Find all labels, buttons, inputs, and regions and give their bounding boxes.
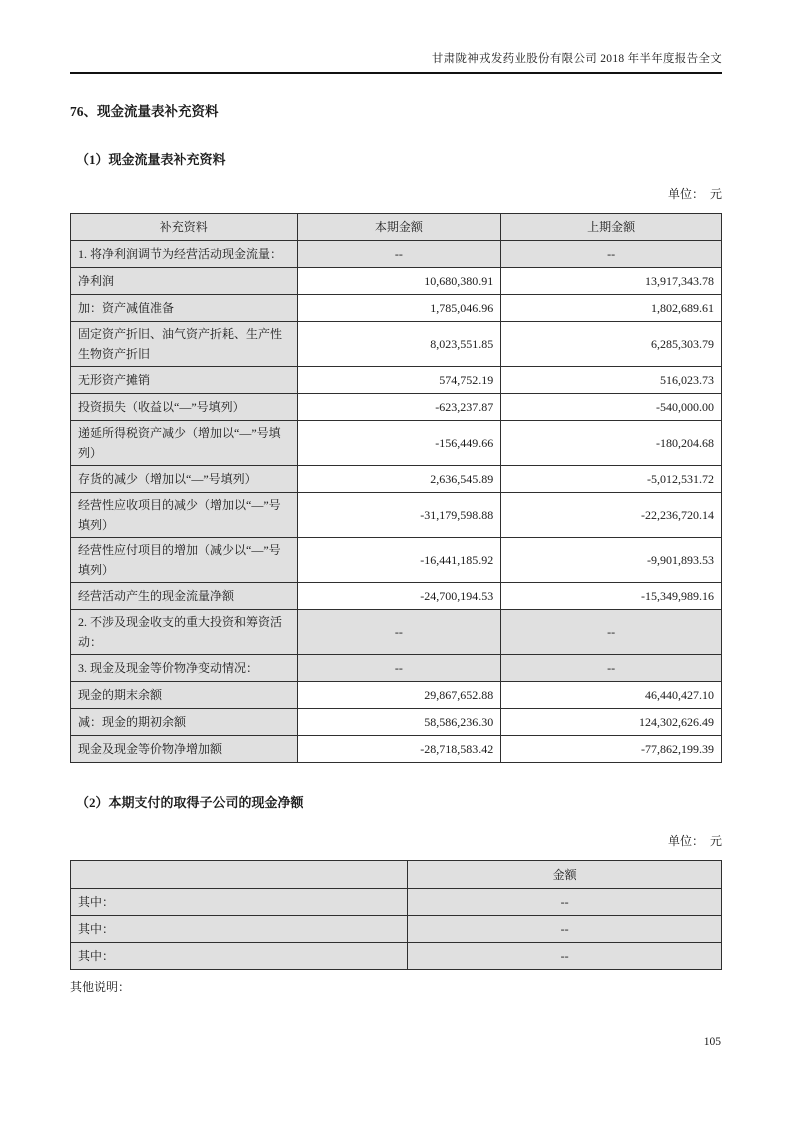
other-notes-label: 其他说明： — [70, 980, 131, 994]
current-period-value: 10,680,380.91 — [297, 268, 501, 295]
cash-flow-supplementary-table — [70, 213, 722, 763]
row-label: 投资损失（收益以“—”号填列） — [71, 394, 298, 421]
row-label: 递延所得税资产减少（增加以“—”号填列） — [71, 421, 298, 466]
prior-period-value: 6,285,303.79 — [501, 322, 722, 367]
row-label: 存货的减少（增加以“—”号填列） — [71, 466, 298, 493]
prior-period-value: -- — [501, 241, 722, 268]
table-row — [71, 367, 722, 394]
table-row — [71, 682, 722, 709]
current-period-value: 1,785,046.96 — [297, 295, 501, 322]
current-period-value: 574,752.19 — [297, 367, 501, 394]
subsidiary-table-body — [71, 889, 722, 970]
table-row — [71, 889, 722, 916]
header-current-amount: 本期金额 — [297, 214, 501, 241]
row-label: 加：资产减值准备 — [71, 295, 298, 322]
section-row — [71, 610, 722, 655]
table-header-row — [71, 861, 722, 889]
document-header-title: 甘肃陇神戎发药业股份有限公司 2018 年半年度报告全文 — [431, 53, 722, 65]
row-label: 其中： — [71, 916, 408, 943]
prior-period-value: -- — [501, 610, 722, 655]
table-row — [71, 394, 722, 421]
table-row — [71, 583, 722, 610]
unit-label-1: 单位： 元 — [667, 187, 722, 201]
page-content — [70, 0, 722, 995]
table-row — [71, 466, 722, 493]
table-row — [71, 268, 722, 295]
subsidiary-cash-table — [70, 860, 722, 970]
table-row — [71, 943, 722, 970]
row-label: 现金及现金等价物净增加额 — [71, 736, 298, 763]
section-row — [71, 655, 722, 682]
row-label: 3. 现金及现金等价物净变动情况： — [71, 655, 298, 682]
section-row — [71, 241, 722, 268]
table-row — [71, 493, 722, 538]
prior-period-value: 1,802,689.61 — [501, 295, 722, 322]
prior-period-value: -180,204.68 — [501, 421, 722, 466]
table-row — [71, 538, 722, 583]
current-period-value: 2,636,545.89 — [297, 466, 501, 493]
row-label: 无形资产摊销 — [71, 367, 298, 394]
header-prior-amount: 上期金额 — [501, 214, 722, 241]
current-period-value: -- — [297, 610, 501, 655]
current-period-value: -16,441,185.92 — [297, 538, 501, 583]
row-label: 净利润 — [71, 268, 298, 295]
row-label: 现金的期末余额 — [71, 682, 298, 709]
header-supplementary-info: 补充资料 — [71, 214, 298, 241]
header-blank — [71, 861, 408, 889]
current-period-value: -156,449.66 — [297, 421, 501, 466]
prior-period-value: -22,236,720.14 — [501, 493, 722, 538]
table-row — [71, 916, 722, 943]
current-period-value: -24,700,194.53 — [297, 583, 501, 610]
row-label: 经营性应付项目的增加（减少以“—”号填列） — [71, 538, 298, 583]
current-period-value: 8,023,551.85 — [297, 322, 501, 367]
prior-period-value: 124,302,626.49 — [501, 709, 722, 736]
table-row — [71, 295, 722, 322]
prior-period-value: 13,917,343.78 — [501, 268, 722, 295]
table-row — [71, 736, 722, 763]
subsection2-title: （2）本期支付的取得子公司的现金净额 — [76, 795, 304, 810]
current-period-value: -623,237.87 — [297, 394, 501, 421]
prior-period-value: 46,440,427.10 — [501, 682, 722, 709]
supplementary-table-body — [71, 241, 722, 763]
amount-value: -- — [408, 943, 722, 970]
header-amount: 金额 — [408, 861, 722, 889]
current-period-value: 29,867,652.88 — [297, 682, 501, 709]
row-label: 其中： — [71, 889, 408, 916]
document-header — [70, 50, 722, 74]
amount-value: -- — [408, 889, 722, 916]
row-label: 经营活动产生的现金流量净额 — [71, 583, 298, 610]
current-period-value: -- — [297, 655, 501, 682]
section-title: 76、现金流量表补充资料 — [70, 104, 219, 119]
amount-value: -- — [408, 916, 722, 943]
prior-period-value: -540,000.00 — [501, 394, 722, 421]
row-label: 其中： — [71, 943, 408, 970]
page-number: 105 — [703, 1036, 721, 1048]
row-label: 经营性应收项目的减少（增加以“—”号填列） — [71, 493, 298, 538]
table-row — [71, 322, 722, 367]
table-header-row — [71, 214, 722, 241]
prior-period-value: -- — [501, 655, 722, 682]
prior-period-value: -5,012,531.72 — [501, 466, 722, 493]
current-period-value: 58,586,236.30 — [297, 709, 501, 736]
prior-period-value: -15,349,989.16 — [501, 583, 722, 610]
table-row — [71, 709, 722, 736]
subsection1-title: （1）现金流量表补充资料 — [76, 152, 226, 167]
prior-period-value: 516,023.73 — [501, 367, 722, 394]
prior-period-value: -77,862,199.39 — [501, 736, 722, 763]
table-row — [71, 421, 722, 466]
unit-label-2: 单位： 元 — [667, 834, 722, 848]
row-label: 1. 将净利润调节为经营活动现金流量： — [71, 241, 298, 268]
current-period-value: -28,718,583.42 — [297, 736, 501, 763]
current-period-value: -- — [297, 241, 501, 268]
current-period-value: -31,179,598.88 — [297, 493, 501, 538]
row-label: 减：现金的期初余额 — [71, 709, 298, 736]
row-label: 2. 不涉及现金收支的重大投资和筹资活动： — [71, 610, 298, 655]
row-label: 固定资产折旧、油气资产折耗、生产性生物资产折旧 — [71, 322, 298, 367]
prior-period-value: -9,901,893.53 — [501, 538, 722, 583]
